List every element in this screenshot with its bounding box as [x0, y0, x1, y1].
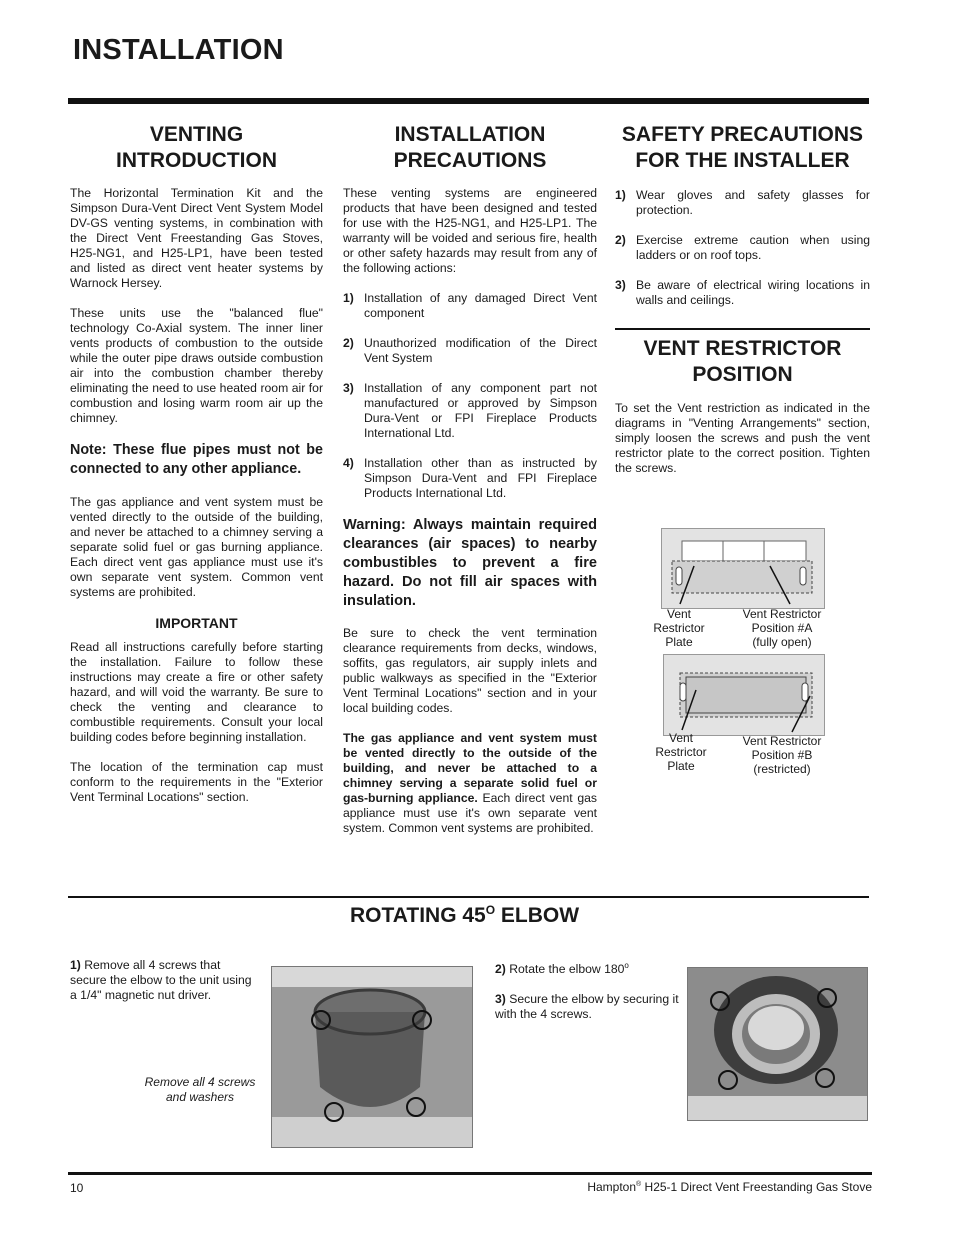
list-item: 4) Installation other than as instructed by Simpson Dura-Vent and FPI Fireplace Products International Ltd.	[343, 456, 597, 500]
elbow-photo-after	[687, 967, 868, 1121]
safety-heading	[615, 122, 870, 174]
install-precautions-section	[343, 122, 597, 851]
list-item: 1) Installation of any damaged Direct Vent component	[343, 291, 597, 320]
heading-line: VENT RESTRICTOR	[643, 337, 842, 360]
elbow-photo-before	[271, 966, 473, 1148]
important-heading: IMPORTANT	[155, 615, 238, 631]
paragraph: Read all instructions carefully before starting the installation. Failure to follow these instructions may create a fire or other safety hazard, and will void the warranty. Be sure to check the venting and clearance to combustible requirements. Consult your local building codes before beginning installation.	[70, 640, 323, 744]
step-2: 2) Rotate the elbow 180$^o$	[495, 961, 629, 977]
paragraph: These units use the "balanced flue" technology Co-Axial system. The inner liner vents products of combustion to the outside while the outer pipe draws outside combustion air into the combustion chamber thereby eliminating the need to use heated room air for combustion and losing warm room air up the chimney.	[70, 306, 323, 425]
step-3: 3) Secure the elbow by securing it with the 4 screws.	[495, 992, 679, 1022]
flue-note: Note: These flue pipes must not be connected to any other appliance.	[70, 442, 323, 477]
paragraph: These venting systems are engineered products that have been designed and tested for use with the H25-NG1, and H25-LP1. The warranty will be voided and serious fire, health or other safety hazards may result from any of the following actions:	[343, 186, 597, 275]
bottom-rule	[68, 1172, 872, 1175]
paragraph: To set the Vent restriction as indicated in the diagrams in "Venting Arrangements" section, simply loosen the screws and push the vent restrictor plate to the correct position. Tighten the screws.	[615, 401, 870, 475]
install-precautions-heading	[343, 122, 597, 174]
heading-line: SAFETY PRECAUTIONS	[621, 123, 864, 146]
top-rule	[68, 98, 869, 104]
heading-line: INTRODUCTION	[116, 149, 277, 172]
page-number: 10	[70, 1181, 84, 1195]
list-item: 1) Wear gloves and safety glasses for protection.	[615, 188, 870, 217]
photo-caption: Remove all 4 screws and washers	[144, 1075, 256, 1104]
paragraph: The gas appliance and vent system must be vented directly to the outside of the building, and never be attached to a chimney serving a separate solid fuel or gas-burning appliance. Each direct vent gas appliance must use it's own separate vent system. Common vent systems are prohibited.	[343, 731, 598, 835]
position-b-label: Vent Restrictor Position #B (restricted)	[742, 734, 822, 776]
heading-line: VENTING	[149, 123, 244, 146]
step-1: 1) Remove all 4 screws that secure the elbow to the unit using a 1/4" magnetic nut driver.	[70, 958, 252, 1002]
paragraph: Be sure to check the vent termination clearance requirements from decks, windows, soffits, gas regulators, air supply inlets and public walkways as specified in the "Exterior Vent Terminal Locations" section and in your local building codes.	[343, 626, 597, 715]
heading-line: FOR THE INSTALLER	[635, 149, 850, 172]
footer-title: Hampton® H25-1 Direct Vent Freestanding Gas Stove	[587, 1180, 872, 1194]
safety-list	[615, 188, 870, 308]
vent-plate-label-b: Vent Restrictor Plate	[655, 731, 707, 773]
safety-section	[615, 122, 870, 323]
heading-line: POSITION	[692, 363, 793, 386]
section-rule	[615, 328, 870, 330]
warning-text: Warning: Always maintain required clearances (air spaces) to nearby combustibles to prevent a fire hazard. Do not fill air spaces with insulation.	[343, 517, 597, 609]
list-item: 3) Installation of any component part not manufactured or approved by Simpson Dura-Vent or FPI Fireplace Products International Ltd.	[343, 381, 597, 440]
venting-intro-heading	[70, 122, 323, 174]
heading-line: INSTALLATION	[394, 123, 546, 146]
list-item: 2) Exercise extreme caution when using ladders or on roof tops.	[615, 233, 870, 262]
vent-restrictor-heading	[615, 336, 870, 388]
paragraph: The Horizontal Termination Kit and the Simpson Dura-Vent Direct Vent System Model DV-GS venting systems, in combination with the Direct Vent Freestanding Gas Stoves, H25-NG1, and H25-LP1, have been tested and listed as direct vent heater systems by Warnock Hersey.	[70, 186, 323, 290]
list-item: 2) Unauthorized modification of the Direct Vent System	[343, 336, 597, 365]
elbow-heading: ROTATING $45^O$ ELBOW	[350, 903, 580, 927]
section-rule	[68, 896, 869, 898]
heading-line: PRECAUTIONS	[393, 149, 547, 172]
list-item: 3) Be aware of electrical wiring locations in walls and ceilings.	[615, 278, 870, 307]
leader-lines	[640, 560, 840, 760]
page-title: INSTALLATION	[73, 34, 284, 66]
step-2-3	[495, 958, 680, 1037]
venting-intro-section	[70, 122, 323, 820]
vent-restrictor-section	[615, 336, 870, 491]
paragraph: The gas appliance and vent system must be vented directly to the outside of the building, and never be attached to a chimney serving a separate solid fuel or gas burning appliance. Each direct vent gas appliance must use it's own separate vent system. Common vent systems are prohibited.	[70, 495, 323, 599]
position-a-label: Vent Restrictor Position #A (fully open)	[742, 607, 822, 649]
vent-plate-label-a: Vent Restrictor Plate	[653, 607, 705, 649]
paragraph: The location of the termination cap must conform to the requirements in the "Exterior Vent Terminal Locations" section.	[70, 760, 323, 804]
precautions-list	[343, 291, 597, 501]
